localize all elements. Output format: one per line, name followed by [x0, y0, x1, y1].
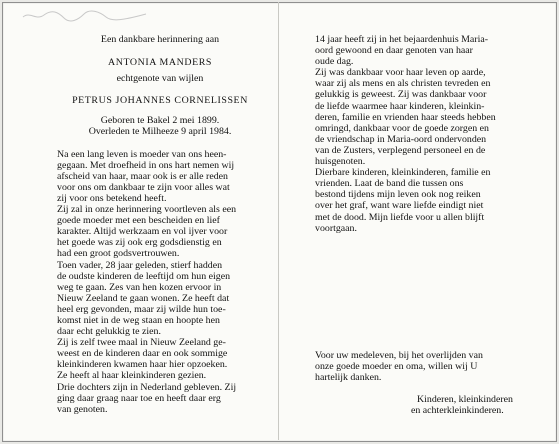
right-line: gelukkig is geweest. Zij was dankbaar voor — [315, 89, 487, 101]
left-line: de oudste kinderen de leeftijd om hun eigen — [57, 270, 231, 282]
right-column — [315, 34, 523, 234]
right-line: 14 jaar heeft zij in het bejaardenhuis Maria- — [315, 34, 489, 45]
fold-line — [278, 2, 279, 440]
intro-line: Een dankbare herinnering aan — [100, 34, 220, 45]
right-line: van de Zusters, verplegend personeel en de — [315, 144, 486, 156]
right-line: over het graf, want ware liefde eindigt niet — [315, 200, 484, 212]
thanks-line: onze goede moeder en oma, willen wij U — [315, 361, 478, 373]
right-line: oord gewoond en daar genoten van haar — [315, 45, 473, 57]
left-line: komst niet in de weg staan en hoopte hen — [57, 314, 220, 326]
right-line: de vriendschap in Maria-oord ondervonden — [315, 133, 487, 145]
right-line: waar zij als mens en als christen tevreden en — [315, 78, 491, 90]
thanks-line: Voor uw medeleven, bij het overlijden van — [315, 350, 483, 361]
right-line: Zij was dankbaar voor haar leven op aarde, — [315, 67, 486, 79]
left-line: Na een lang leven is moeder van ons heen- — [57, 148, 227, 160]
right-line: deren, familie en vrienden haar steeds hebben — [315, 111, 496, 123]
left-line: ging daar graag naar toe en heeft daar erg — [57, 392, 221, 404]
right-line: bestond tijdens mijn leven ook nog reiken — [315, 189, 481, 201]
right-line: de liefde waarmee haar kinderen, kleinkin- — [315, 100, 485, 112]
left-line: voor ons om dankbaar te zijn voor alles wat — [57, 181, 230, 193]
left-line: gegaan. Met droefheid in ons hart nemen wij — [57, 159, 235, 171]
left-line: Ze heeft al haar kleinkinderen gezien. — [57, 370, 207, 382]
left-line: daar echt gelukkig te zien. — [57, 326, 161, 338]
left-line: kleinkinderen kwamen haar hier opzoeken. — [57, 359, 228, 371]
right-line: huisgenoten. — [315, 156, 366, 168]
left-line: afscheid van haar, maar ook is er alle reden — [57, 170, 228, 182]
left-line: van genoten. — [57, 403, 108, 415]
left-line: Toen vader, 28 jaar geleden, stierf hadden — [57, 259, 223, 271]
left-line: karakter. Altijd werkzaam en vol ijver voor — [57, 226, 228, 238]
left-line: zij voor ons betekend heeft. — [57, 192, 167, 204]
signoff-line: en achterkleinkinderen. — [411, 405, 504, 417]
left-line: weest en de kinderen daar en ook sommige — [57, 348, 228, 360]
pencil-scribble — [20, 8, 150, 24]
left-line: goede moeder met een bescheiden en lief — [57, 215, 220, 227]
left-line: weg te gaan. Zes van hen kozen ervoor in — [57, 281, 222, 293]
right-line: voortgaan. — [315, 222, 357, 234]
left-line: Zij is zelf twee maal in Nieuw Zeeland ge- — [57, 337, 226, 349]
right-line: vrienden. Laat de band die tussen ons — [315, 178, 464, 190]
left-body — [57, 149, 263, 415]
right-line: Dierbare kinderen, kleinkinderen, familie en — [315, 167, 491, 179]
spouse-name: PETRUS JOHANNES CORNELISSEN — [72, 95, 248, 107]
right-line: oude dag. — [315, 56, 354, 68]
death-line: Overleden te Milheeze 9 april 1984. — [88, 126, 232, 138]
spouse-intro: echtgenote van wijlen — [116, 73, 204, 85]
left-column — [57, 34, 263, 415]
thanks-paragraph — [315, 350, 527, 383]
left-line: Drie dochters zijn in Nederland gebleven. Zij — [57, 381, 237, 393]
left-line: heel erg gevonden, maar zij wilde hun toe- — [57, 303, 226, 315]
signoff-line: Kinderen, kleinkinderen — [417, 394, 513, 405]
signoff — [411, 394, 521, 416]
left-line: Zij zal in onze herinnering voortleven als een — [57, 204, 237, 216]
right-line: omringd, dankbaar voor de goede zorgen en — [315, 122, 489, 134]
left-line: Nieuw Zeeland te gaan wonen. Ze heeft dat — [57, 292, 230, 304]
left-line: had een groot godsvertrouwen. — [57, 248, 180, 260]
deceased-name: ANTONIA MANDERS — [107, 57, 212, 69]
birth-line: Geboren te Bakel 2 mei 1899. — [100, 115, 220, 127]
right-line: met de dood. Mijn liefde voor u allen blijft — [315, 211, 485, 223]
thanks-line: hartelijk danken. — [315, 372, 382, 384]
left-line: het goede was zij ook erg godsdienstig en — [57, 237, 222, 249]
